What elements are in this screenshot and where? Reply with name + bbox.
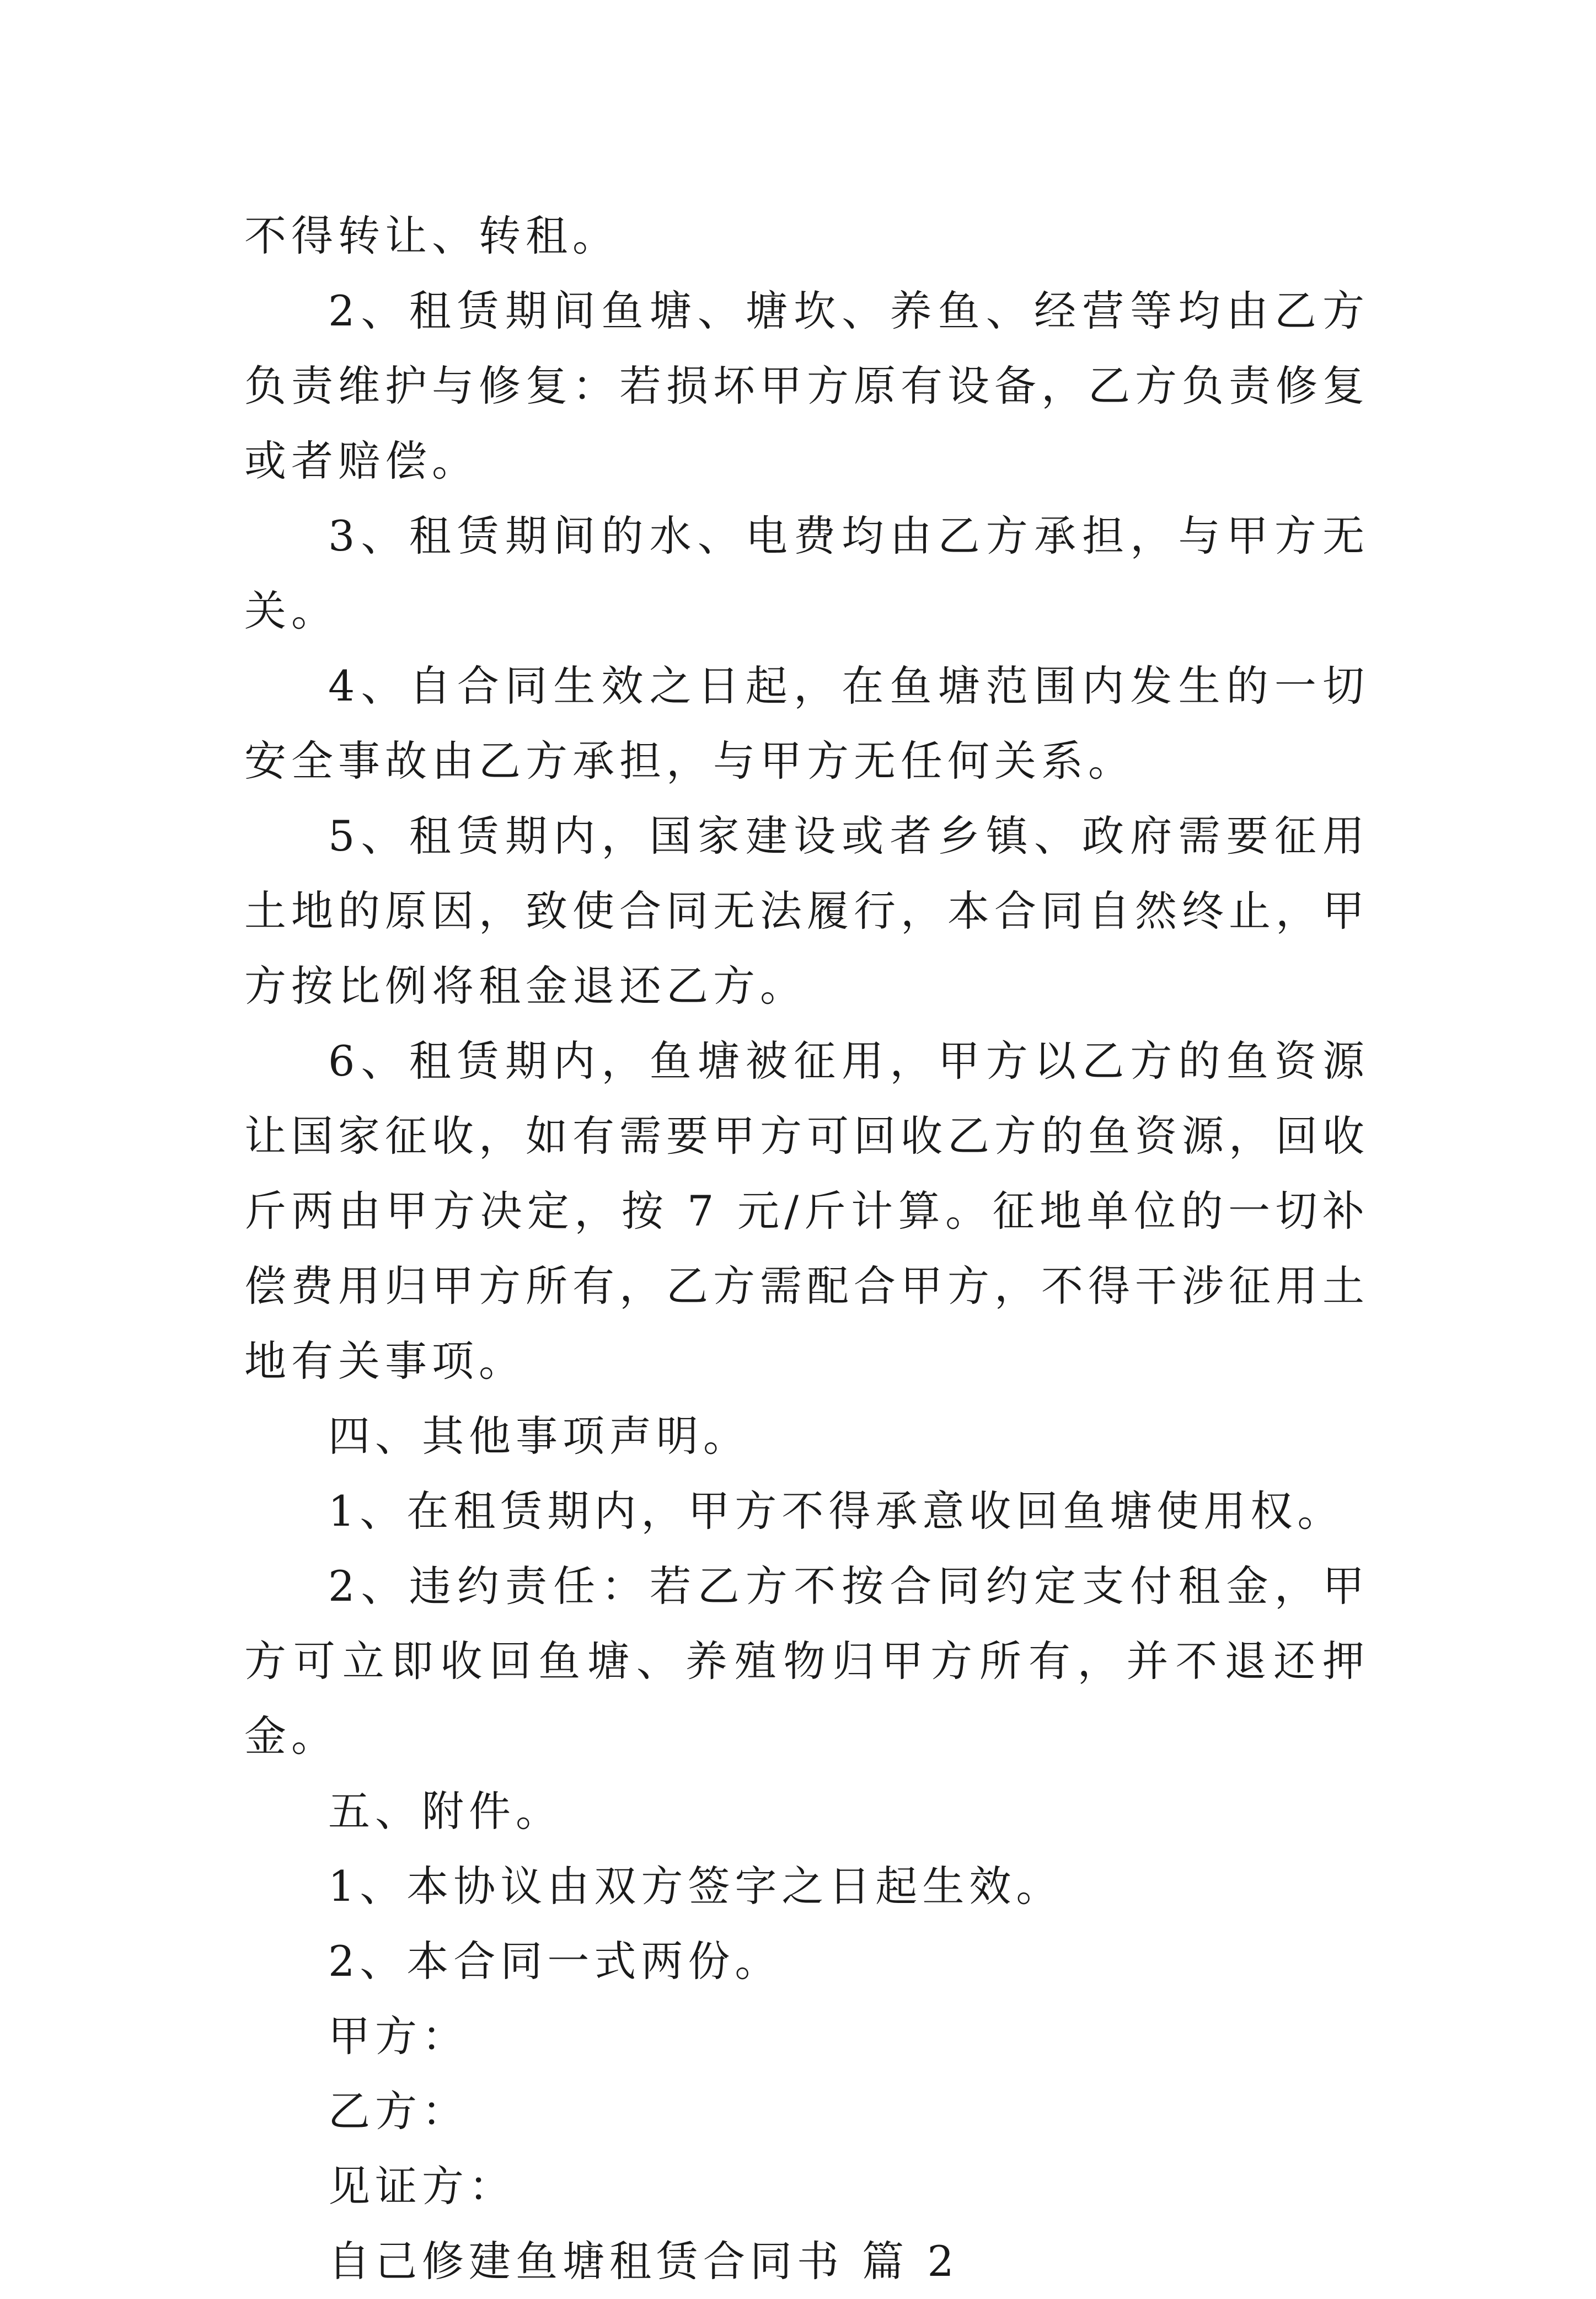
paragraph-no-recall-clause: 1、在租赁期内，甲方不得承意收回鱼塘使用权。 — [328, 1487, 1345, 1536]
paragraph-land-requisition-clause: 5、租赁期内，国家建设或者乡镇、政府需要征用土地的原因，致使合同无法履行，本合同自然终止，甲方按比例将租金退还乙方。 — [244, 811, 1369, 1011]
paragraph-utilities-clause: 3、租赁期间的水、电费均由乙方承担，与甲方无关。 — [244, 511, 1369, 635]
paragraph-breach-clause: 2、违约责任：若乙方不按合同约定支付租金，甲方可立即收回鱼塘、养殖物归甲方所有，并不退还押金。 — [244, 1562, 1369, 1761]
paragraph-safety-clause: 4、自合同生效之日起，在鱼塘范围内发生的一切安全事故由乙方承担，与甲方无任何关系。 — [244, 661, 1369, 785]
paragraph-copies-clause: 2、本合同一式两份。 — [328, 1937, 782, 1986]
document-body — [244, 199, 1369, 2299]
paragraph-transfer-clause: 不得转让、转租。 — [244, 211, 619, 260]
paragraph-maintenance-clause: 2、租赁期间鱼塘、塘坎、养鱼、经营等均由乙方负责维护与修复：若损坏甲方原有设备，乙方负责修复或者赔偿。 — [244, 286, 1369, 485]
signature-party-a: 甲方： — [328, 2012, 469, 2061]
paragraph-compensation-clause: 6、租赁期内，鱼塘被征用，甲方以乙方的鱼资源让国家征收，如有需要甲方可回收乙方的鱼资源，回收斤两由甲方决定，按 7 元/斤计算。征地单位的一切补偿费用归甲方所有，乙方需配合甲方，不得干涉征用土地有关事项。 — [244, 1036, 1369, 1386]
section-heading-attachments: 五、附件。 — [328, 1787, 563, 1836]
signature-witness: 见证方： — [328, 2162, 516, 2211]
signature-party-b: 乙方： — [328, 2087, 469, 2136]
section-heading-other-matters: 四、其他事项声明。 — [328, 1412, 750, 1461]
paragraph-effective-clause: 1、本协议由双方签字之日起生效。 — [328, 1862, 1063, 1911]
next-contract-title: 自己修建鱼塘租赁合同书 篇 2 — [328, 2237, 959, 2286]
